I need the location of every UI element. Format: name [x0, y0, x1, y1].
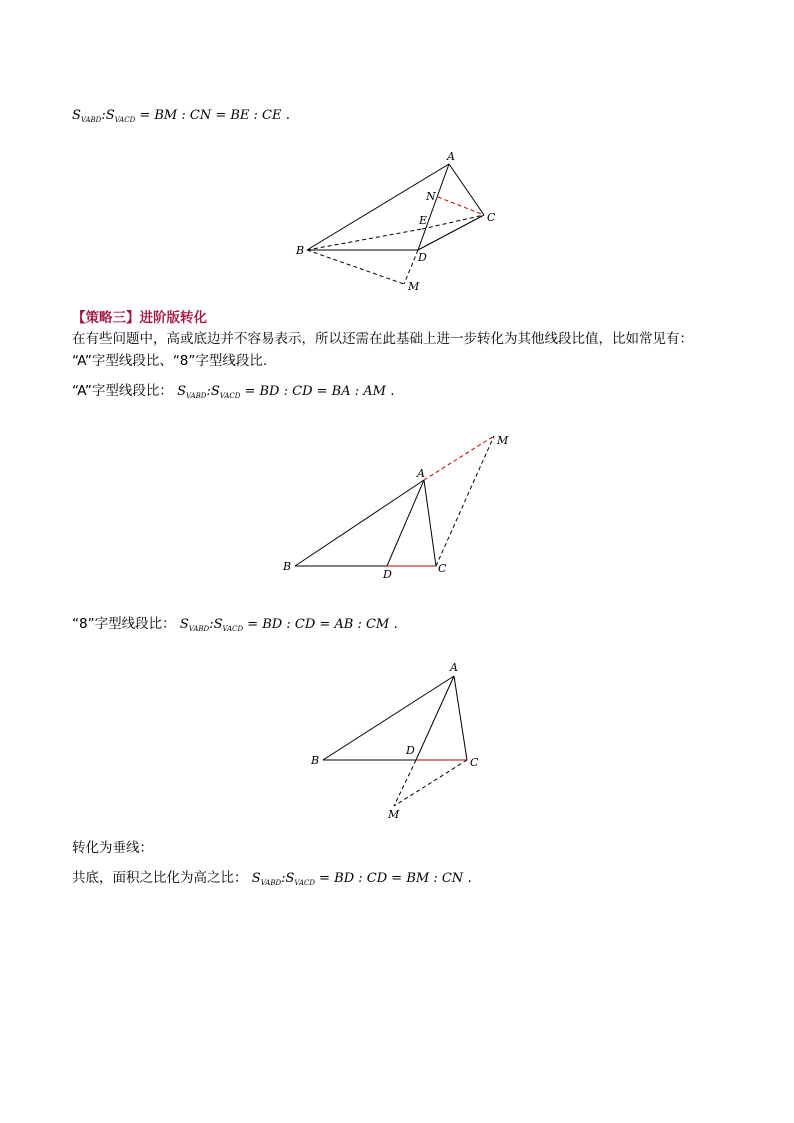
- formula-8: $S_{VABD}:S_{VACD}$ = BD : CD = AB : CM: [179, 617, 390, 633]
- label-C: C: [438, 562, 447, 575]
- label-M: M: [388, 808, 400, 821]
- label-A: A: [450, 661, 458, 674]
- label-B: B: [311, 754, 320, 767]
- label-B: B: [283, 560, 292, 573]
- a-shape-line: “A”字型线段比： $S_{VABD}:S_{VACD}$ = BD : CD = BA : AM .: [72, 383, 395, 400]
- paragraph-1: 在有些问题中，高或底边并不容易表示，所以还需在此基础上进一步转化为其他线段比值，比如常见有：: [72, 331, 693, 347]
- label-A: A: [447, 150, 455, 163]
- strategy-heading: 【策略三】进阶版转化: [72, 310, 207, 326]
- label-C: C: [470, 756, 479, 769]
- label-D: D: [383, 568, 392, 581]
- label-D: D: [406, 744, 415, 757]
- label-A: A: [417, 467, 425, 480]
- eight-shape-line: “8”字型线段比： $S_{VABD}:S_{VACD}$ = BD : CD = AB : CM .: [72, 616, 398, 633]
- perpendicular-line: 转化为垂线：: [72, 840, 153, 856]
- paragraph-2: “A”字型线段比、“8”字型线段比.: [72, 353, 268, 369]
- segment-CM: [394, 760, 467, 806]
- segment-BA: [323, 676, 454, 760]
- label-D: D: [418, 251, 427, 264]
- formula-line-1: $S_{VABD}:S_{VACD}$ = BM : CN = BE : CE .: [72, 107, 291, 124]
- label-M: M: [408, 280, 420, 293]
- label-N: N: [426, 190, 436, 203]
- label-C: C: [487, 211, 496, 224]
- formula-base: $S_{VABD}:S_{VACD}$ = BD : CD = BM : CN: [251, 871, 464, 887]
- label-B: B: [296, 244, 305, 257]
- formula-a: $S_{VABD}:S_{VACD}$ = BD : CD = BA : AM: [177, 384, 386, 400]
- label-M: M: [497, 434, 509, 447]
- label-E: E: [419, 214, 428, 227]
- formula-1: $S_{VABD}:S_{VACD}$ = BM : CN = BE : CE: [72, 108, 282, 124]
- segment-AC: [454, 676, 467, 760]
- common-base-line: 共底，面积之比化为高之比： $S_{VABD}:S_{VACD}$ = BD : CD = BM : CN .: [72, 870, 472, 887]
